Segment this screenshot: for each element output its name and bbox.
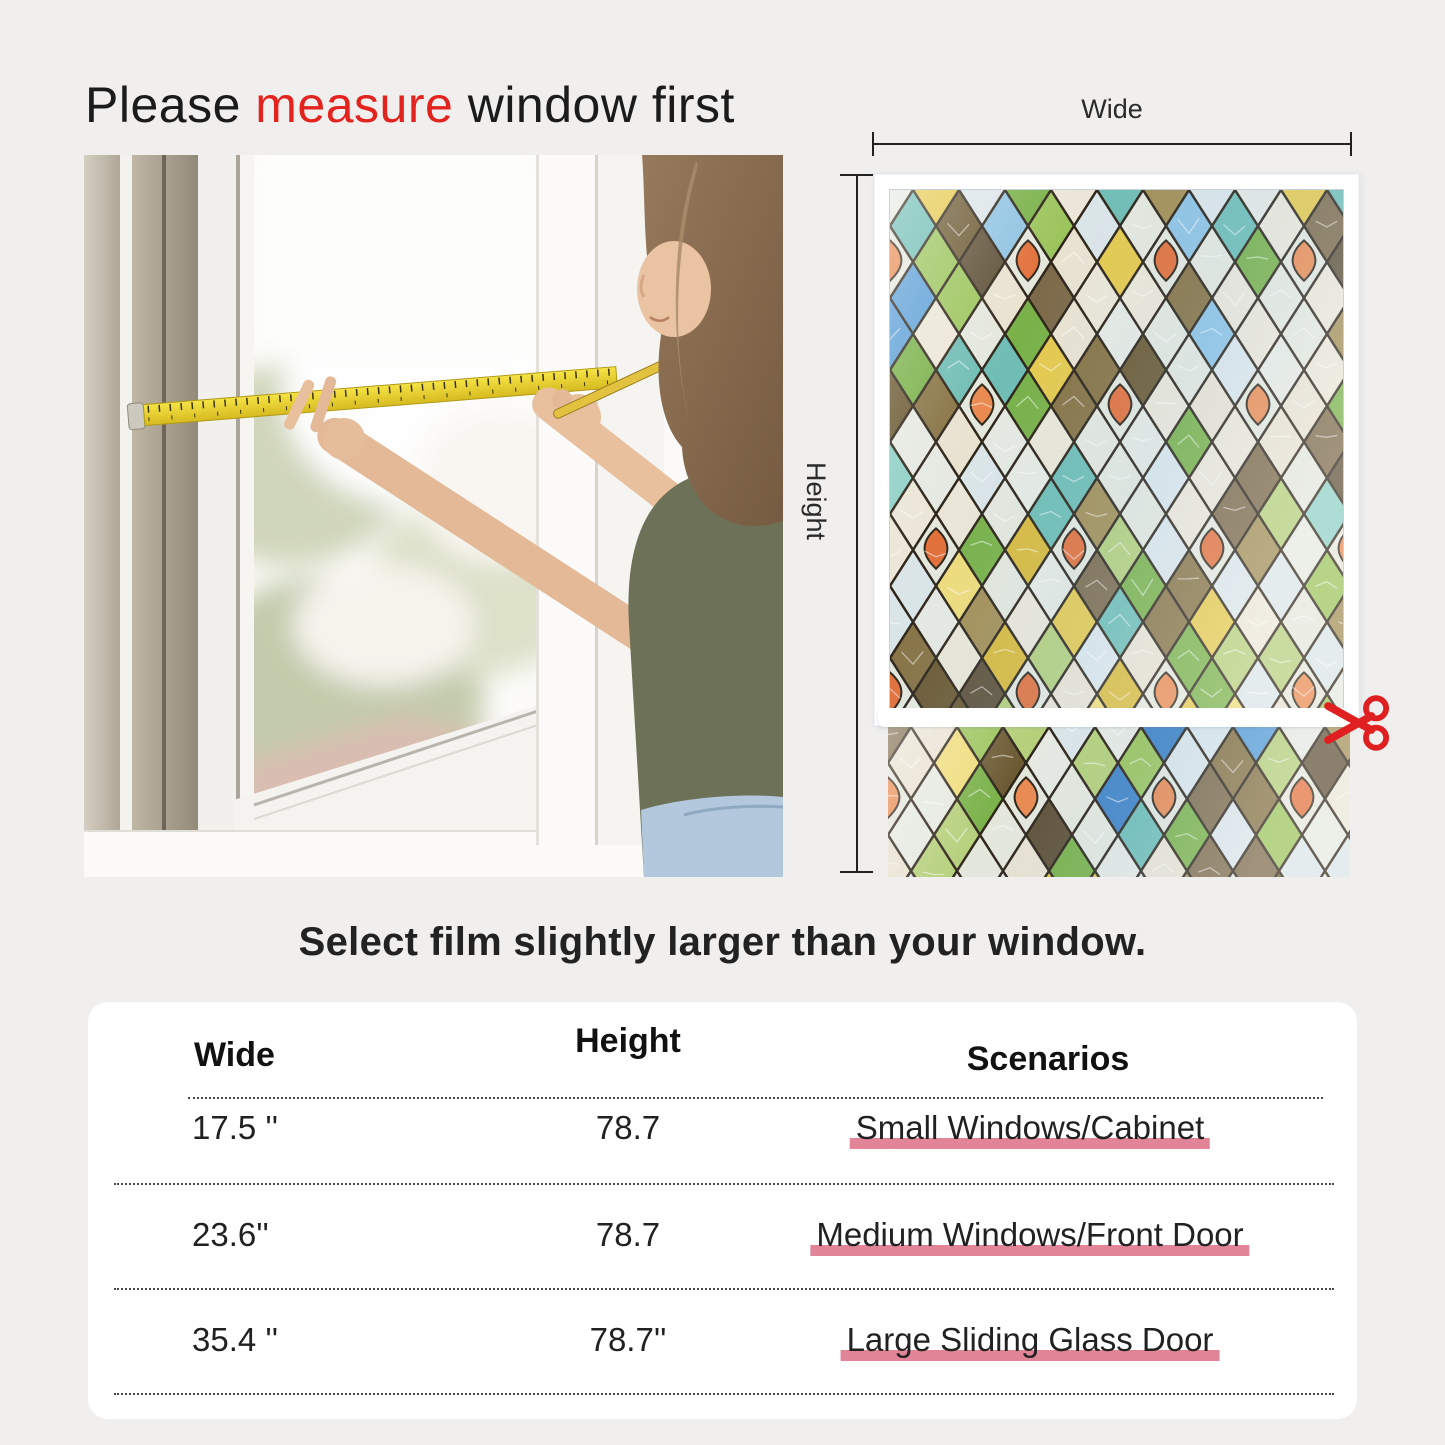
row-wide-value: 23.6'' xyxy=(192,1216,269,1253)
title-prefix: Please xyxy=(85,77,256,133)
column-header-height: Height xyxy=(575,1022,681,1060)
film-window-frame xyxy=(873,173,1360,727)
row-wide-value: 17.5 '' xyxy=(192,1109,278,1146)
title-accent: measure xyxy=(255,77,454,133)
row-wide-value: 35.4 '' xyxy=(192,1321,278,1358)
woman-face xyxy=(637,241,711,337)
cut-line xyxy=(878,708,1356,727)
row-separator xyxy=(114,1393,1334,1395)
window-frame-left xyxy=(84,155,254,877)
wide-line-left-tick xyxy=(872,132,874,156)
height-dimension-label: Height xyxy=(801,462,831,541)
wide-line-right-tick xyxy=(1350,132,1352,156)
row-height-value: 78.7'' xyxy=(589,1321,667,1358)
woman-figure xyxy=(628,155,783,877)
height-line-top-tick xyxy=(840,174,873,176)
subtitle: Select film slightly larger than your window. xyxy=(298,920,1147,964)
page-title xyxy=(85,76,735,134)
size-table-card xyxy=(88,1002,1357,1419)
measurement-photo xyxy=(84,155,783,877)
row-height-value: 78.7 xyxy=(595,1216,661,1253)
height-line-bottom-tick xyxy=(840,871,873,873)
height-measure-line xyxy=(856,175,858,873)
row-height-value: 78.7 xyxy=(595,1109,661,1146)
column-header-scenarios: Scenarios xyxy=(966,1040,1130,1078)
row-separator xyxy=(114,1183,1334,1185)
scissors-icon xyxy=(1320,692,1398,754)
row-separator xyxy=(114,1288,1334,1290)
wide-measure-line xyxy=(872,143,1352,145)
header-separator xyxy=(188,1097,1323,1099)
title-suffix: window first xyxy=(453,77,735,133)
film-offcut-strip xyxy=(888,727,1350,877)
row-scenario-value: Small Windows/Cabinet xyxy=(850,1109,1210,1147)
column-header-wide: Wide xyxy=(194,1036,275,1074)
wide-dimension-label: Wide xyxy=(1081,94,1143,124)
stained-glass-film xyxy=(890,190,1343,712)
row-scenario-value: Medium Windows/Front Door xyxy=(810,1216,1249,1254)
row-scenario-value: Large Sliding Glass Door xyxy=(841,1321,1220,1359)
